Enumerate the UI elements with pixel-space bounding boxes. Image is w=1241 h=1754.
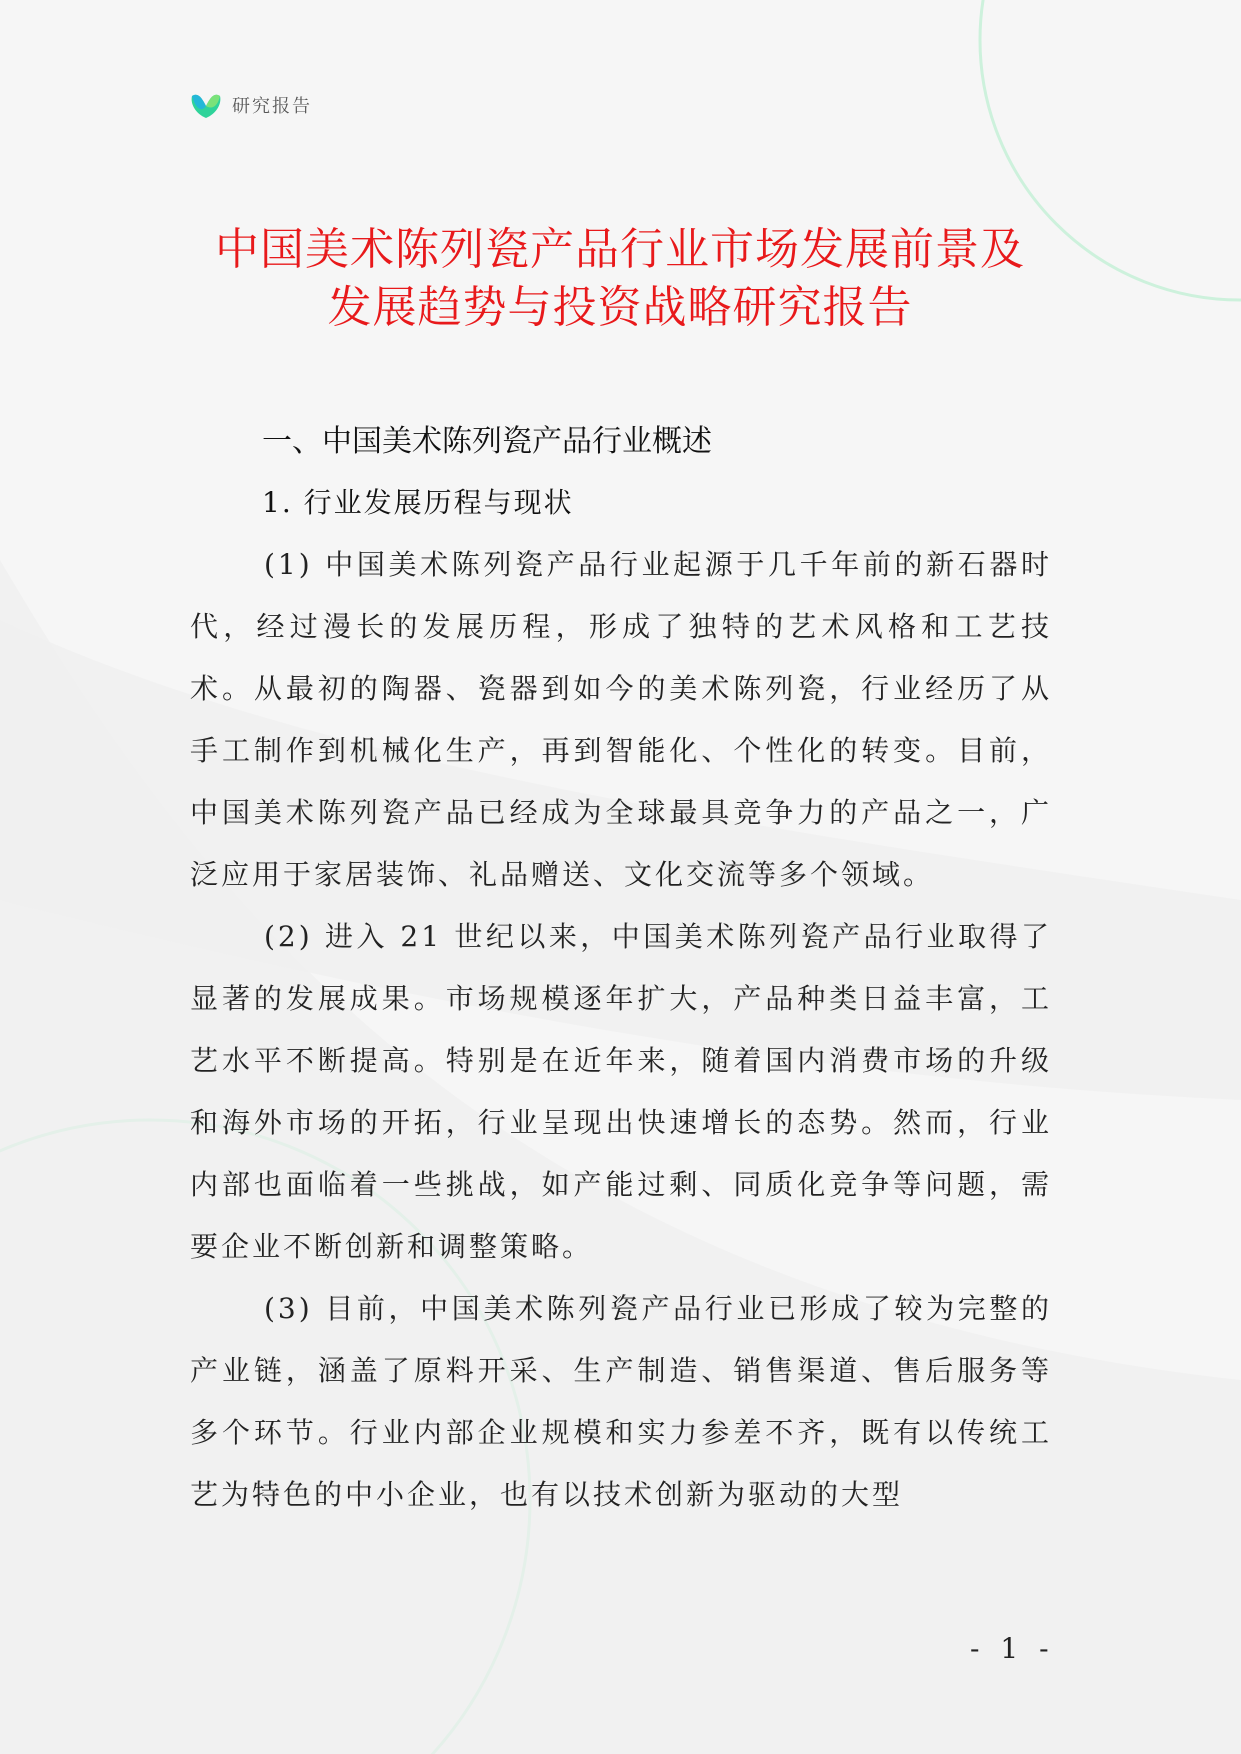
body-paragraph-2: (2) 进入 21 世纪以来，中国美术陈列瓷产品行业取得了显著的发展成果。市场规模逐年扩大，产品种类日益丰富，工艺水平不断提高。特别是在近年来，随着国内消费市场的升级和海外市场的开拓，行业呈现出快速增长的态势。然而，行业内部也面临着一些挑战，如产能过剩、同质化竞争等问题，需要企业不断创新和调整策略。: [190, 920, 1052, 1263]
subsection-heading: 1. 行业发展历程与现状: [262, 486, 574, 519]
page-number: - 1 -: [970, 1632, 1055, 1665]
body-paragraph-3: (3) 目前，中国美术陈列瓷产品行业已形成了较为完整的产业链，涵盖了原料开采、生产制造、销售渠道、售后服务等多个环节。行业内部企业规模和实力参差不齐，既有以传统工艺为特色的中小企业，也有以技术创新为驱动的大型: [190, 1292, 1052, 1511]
report-header: [188, 88, 312, 122]
document-title-line-2: 发展趋势与投资战略研究报告: [327, 282, 913, 333]
section-heading: 一、中国美术陈列瓷产品行业概述: [262, 424, 712, 459]
report-type-label: 研究报告: [232, 96, 312, 117]
body-paragraph-1: (1) 中国美术陈列瓷产品行业起源于几千年前的新石器时代，经过漫长的发展历程，形成了独特的艺术风格和工艺技术。从最初的陶器、瓷器到如今的美术陈列瓷，行业经历了从手工制作到机械化生产，再到智能化、个性化的转变。目前，中国美术陈列瓷产品已经成为全球最具竞争力的产品之一，广泛应用于家居装饰、礼品赠送、文化交流等多个领域。: [190, 548, 1052, 891]
document-title-line-1: 中国美术陈列瓷产品行业市场发展前景及: [215, 224, 1025, 275]
report-body: [190, 412, 1052, 1526]
brand-logo-icon: [188, 88, 224, 122]
